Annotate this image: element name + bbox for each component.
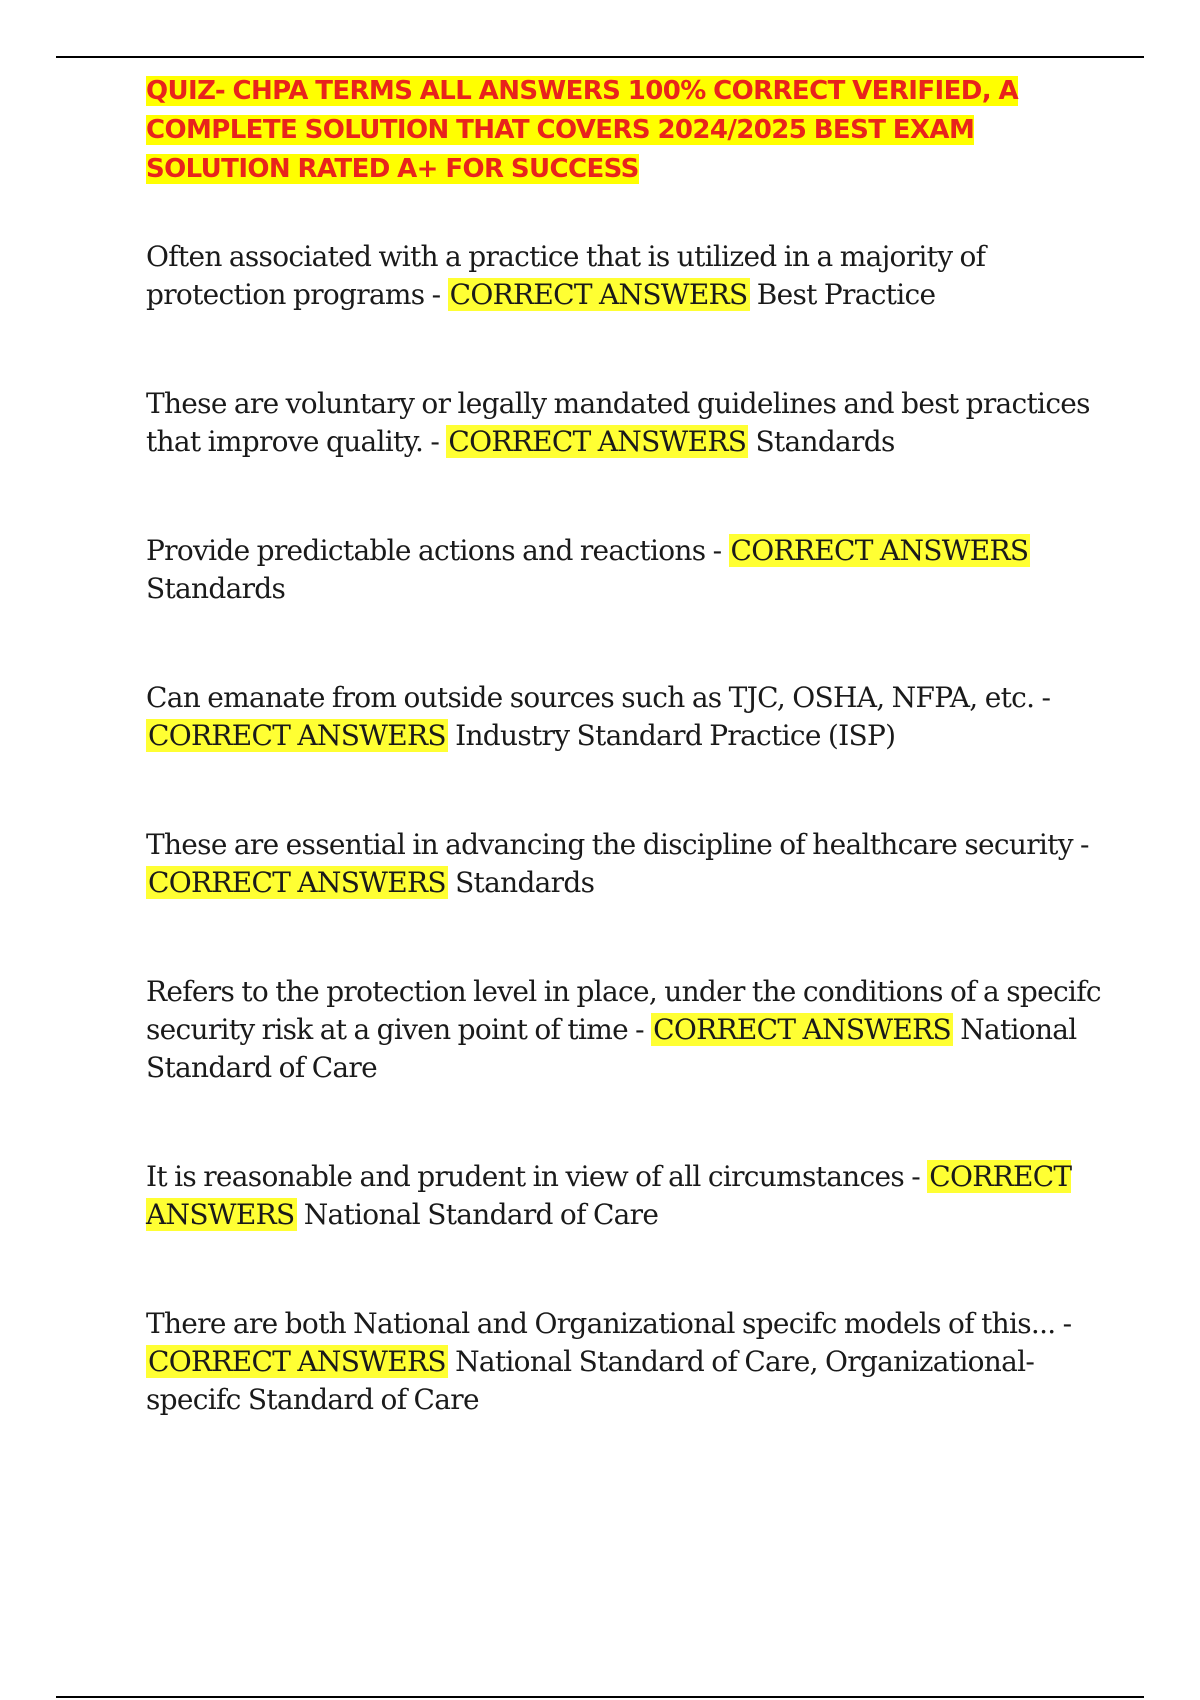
question-text: These are voluntary or legally mandated guidelines and best practices that improve quality. -	[146, 387, 1090, 458]
qa-item-3	[146, 532, 1106, 608]
question-text: Can emanate from outside sources such as TJC, OSHA, NFPA, etc. -	[146, 681, 1051, 714]
correct-answers-label: CORRECT ANSWERS	[148, 1345, 446, 1378]
correct-answers-label: CORRECT ANSWERS	[148, 866, 446, 899]
answer-text: Standards	[146, 572, 286, 605]
correct-answers-label: CORRECT ANSWERS	[146, 1160, 1072, 1231]
answer-text: National Standard of Care	[303, 1198, 659, 1231]
correct-answers-label: CORRECT ANSWERS	[730, 534, 1029, 567]
answer-text: Standards	[455, 866, 595, 899]
question-text: Often associated with a practice that is utilized in a majority of protection programs -	[146, 240, 986, 311]
correct-answers-label: CORRECT ANSWERS	[148, 719, 446, 752]
question-text: Refers to the protection level in place, under the conditions of a specifc security risk at a given point of time -	[146, 975, 1101, 1046]
top-divider	[56, 56, 1144, 58]
correct-answers-label: CORRECT ANSWERS	[449, 278, 748, 311]
answer-text: Best Practice	[756, 278, 936, 311]
document-body	[146, 72, 1106, 1419]
answer-text: National Standard of Care, Organizational-specifc Standard of Care	[146, 1345, 1035, 1416]
bottom-divider	[56, 1696, 1144, 1698]
question-text: There are both National and Organizational specifc models of this... -	[146, 1307, 1072, 1340]
answer-text: Standards	[755, 425, 895, 458]
question-text: It is reasonable and prudent in view of all circumstances -	[146, 1160, 921, 1193]
answer-text: Industry Standard Practice (ISP)	[455, 719, 896, 752]
qa-item-7	[146, 1158, 1106, 1234]
qa-item-8	[146, 1305, 1106, 1419]
qa-item-5	[146, 826, 1106, 902]
qa-item-6	[146, 973, 1106, 1087]
answer-text: National Standard of Care	[146, 1013, 1077, 1084]
qa-item-4	[146, 679, 1106, 755]
qa-item-2	[146, 385, 1106, 461]
qa-item-1	[146, 238, 1106, 314]
correct-answers-label: CORRECT ANSWERS	[448, 425, 747, 458]
correct-answers-label: CORRECT ANSWERS	[653, 1013, 951, 1046]
document-title: QUIZ- CHPA TERMS ALL ANSWERS 100% CORRECT VERIFIED, A COMPLETE SOLUTION THAT COVERS 2024/2025 BEST EXAM SOLUTION RATED A+ FOR SUCCESS	[146, 76, 1018, 184]
question-text: These are essential in advancing the discipline of healthcare security -	[146, 828, 1089, 861]
question-text: Provide predictable actions and reactions -	[146, 534, 722, 567]
